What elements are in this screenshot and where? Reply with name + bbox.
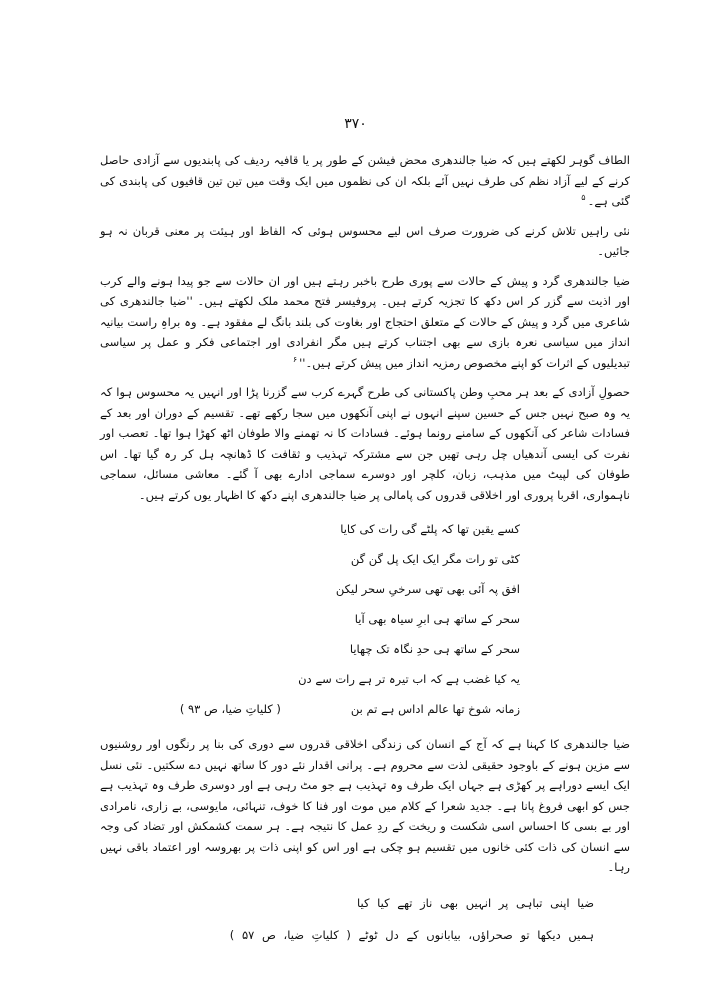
footnote-ref: ۵: [581, 193, 586, 203]
verse-line: کسے یقین تھا کہ پلٹے گی رات کی کایا: [340, 522, 520, 536]
paragraph: الطاف گوہر لکھتے ہیں کہ ضیا جالندھری محض فیشن کے طور پر یا قافیہ ردیف کی پابندیوں سے آزادی حاصل کرنے کے لیے آزاد نظم کی طرف نہیں آئے بلکہ ان کی نظموں میں ایک وقت میں تین تین قافیوں کی پابندی کی گئی ہے۔$^۵$: [100, 153, 630, 208]
verse-line: سحر کے ساتھ ہی حدِ نگاہ تک چھایا: [349, 642, 520, 656]
paragraph: ضیا جالندھری کا کہنا ہے کہ آج کے انسان کی زندگی اخلاقی قدروں سے دوری کی بنا پر رنگوں اور روشنیوں سے مزین ہونے کے باوجود حقیقی لذت سے محروم ہے۔ پرانی اقدار نئے دور کا ساتھ نہیں دے سکتیں۔ نئی نسل ایک ایسے دوراہے پر کھڑی ہے جہاں ایک طرف وہ تہذیب ہے جو مٹ رہی ہے اور دوسری طرف وہ تہذیب ہے جس کو ابھی فروغ پانا ہے۔ جدید شعرا کے کلام میں موت اور فنا کا خوف، تنہائی، مایوسی، بے زاری، نامرادی اور بے بسی کا احساس اسی شکست و ریخت کے ردِ عمل کا نتیجہ ہے۔ ہر سمت کشمکش اور تضاد کی وجہ سے انسان کی ذات کئی خانوں میں تقسیم ہو چکی ہے اور اس کو اپنی ذات پر بھروسہ اور اعتماد باقی نہیں رہا۔: [100, 737, 630, 874]
paragraph: حصولِ آزادی کے بعد ہر محبِ وطن پاکستانی کی طرح گہرے کرب سے گزرنا پڑا اور انہیں یہ محسوس ہوا کہ یہ وہ صبح نہیں جس کے حسین سپنے انہوں نے اپنی آنکھوں میں سجا رکھے تھے۔ تقسیم کے دوران اور بعد کے فسادات شاعر کی آنکھوں کے سامنے رونما ہوئے۔ فسادات کا نہ تھمنے والا طوفان اٹھ کھڑا ہوا تھا۔ تعصب اور نفرت کی ایسی آندھیاں چل رہی تھیں جن سے مشترکہ تہذیب و ثقافت کا ڈھانچہ ہل کر رہ گیا تھا۔ اس طوفان کی لپیٹ میں مذہب، زبان، کلچر اور دوسرے سماجی ادارے بھی آ گئے۔ معاشی مسائل، سماجی ناہمواری، اقربا پروری اور اخلاقی قدروں کی پامالی پر ضیا جالندھری اپنے دکھ کا اظہار یوں کرتے ہیں۔: [100, 385, 630, 502]
verse-line: زمانہ شوخ تھا عالم اداس ہے تم بن( کلیاتِ ضیا، ص ۹۳ ): [179, 702, 520, 716]
couplet: [100, 887, 630, 951]
verse-line: کٹی تو رات مگر ایک ایک پل گن گن: [350, 552, 520, 566]
page-number: ۳۷۰: [344, 116, 367, 132]
paragraph: ضیا جالندھری گرد و پیش کے حالات سے پوری طرح باخبر رہتے ہیں اور ان حالات سے جو پیدا ہونے والے کرب اور اذیت سے گزر کر اس دکھ کا تجزیہ کرتے ہیں۔ پروفیسر فتح محمد ملک لکھتے ہیں۔ ''ضیا جالندھری کی شاعری میں گرد و پیش کے حالات کے متعلق احتجاج اور بغاوت کی بلند بانگ لے مفقود ہے۔ وہ براہِ راست بیانیہ انداز میں سیاسی نعرہ بازی سے بھی اجتناب کرتے ہیں مگر انفرادی اور اجتماعی فکر و عمل پر سیاسی تبدیلیوں کے اثرات کو اپنے مخصوص رمزیہ انداز میں پیش کرتے ہیں۔''$^۶$: [100, 273, 630, 370]
page-body: [100, 150, 630, 951]
verse-source: ( کلیاتِ ضیا، ص ۹۳ ): [179, 702, 281, 716]
couplet-line: ہمیں دیکھا تو صحراؤں، بیابانوں کے دل ٹوٹے ( کلیاتِ ضیا، ص ۵۷ ): [229, 927, 594, 942]
couplet-source: ( کلیاتِ ضیا، ص ۵۷ ): [229, 927, 351, 942]
footnote-ref: ۶: [292, 354, 298, 364]
verse-line: سحر کے ساتھ ہی ابرِ سیاہ بھی آیا: [354, 612, 520, 626]
poem-verse: [100, 514, 630, 724]
couplet-line: ضیا اپنی تباہی پر انہیں بھی ناز تھے کیا کیا: [357, 895, 594, 910]
verse-line: افق پہ آئی بھی تھی سرخیِ سحر لیکن: [335, 582, 520, 596]
verse-line: یہ کیا غضب ہے کہ اب تیرہ تر ہے رات سے دن: [298, 672, 520, 686]
paragraph: نئی راہیں تلاش کرنے کی ضرورت صرف اس لیے محسوس ہوئی کہ الفاظ اور ہیئت پر معنی قربان نہ ہو جائیں۔: [100, 223, 630, 258]
